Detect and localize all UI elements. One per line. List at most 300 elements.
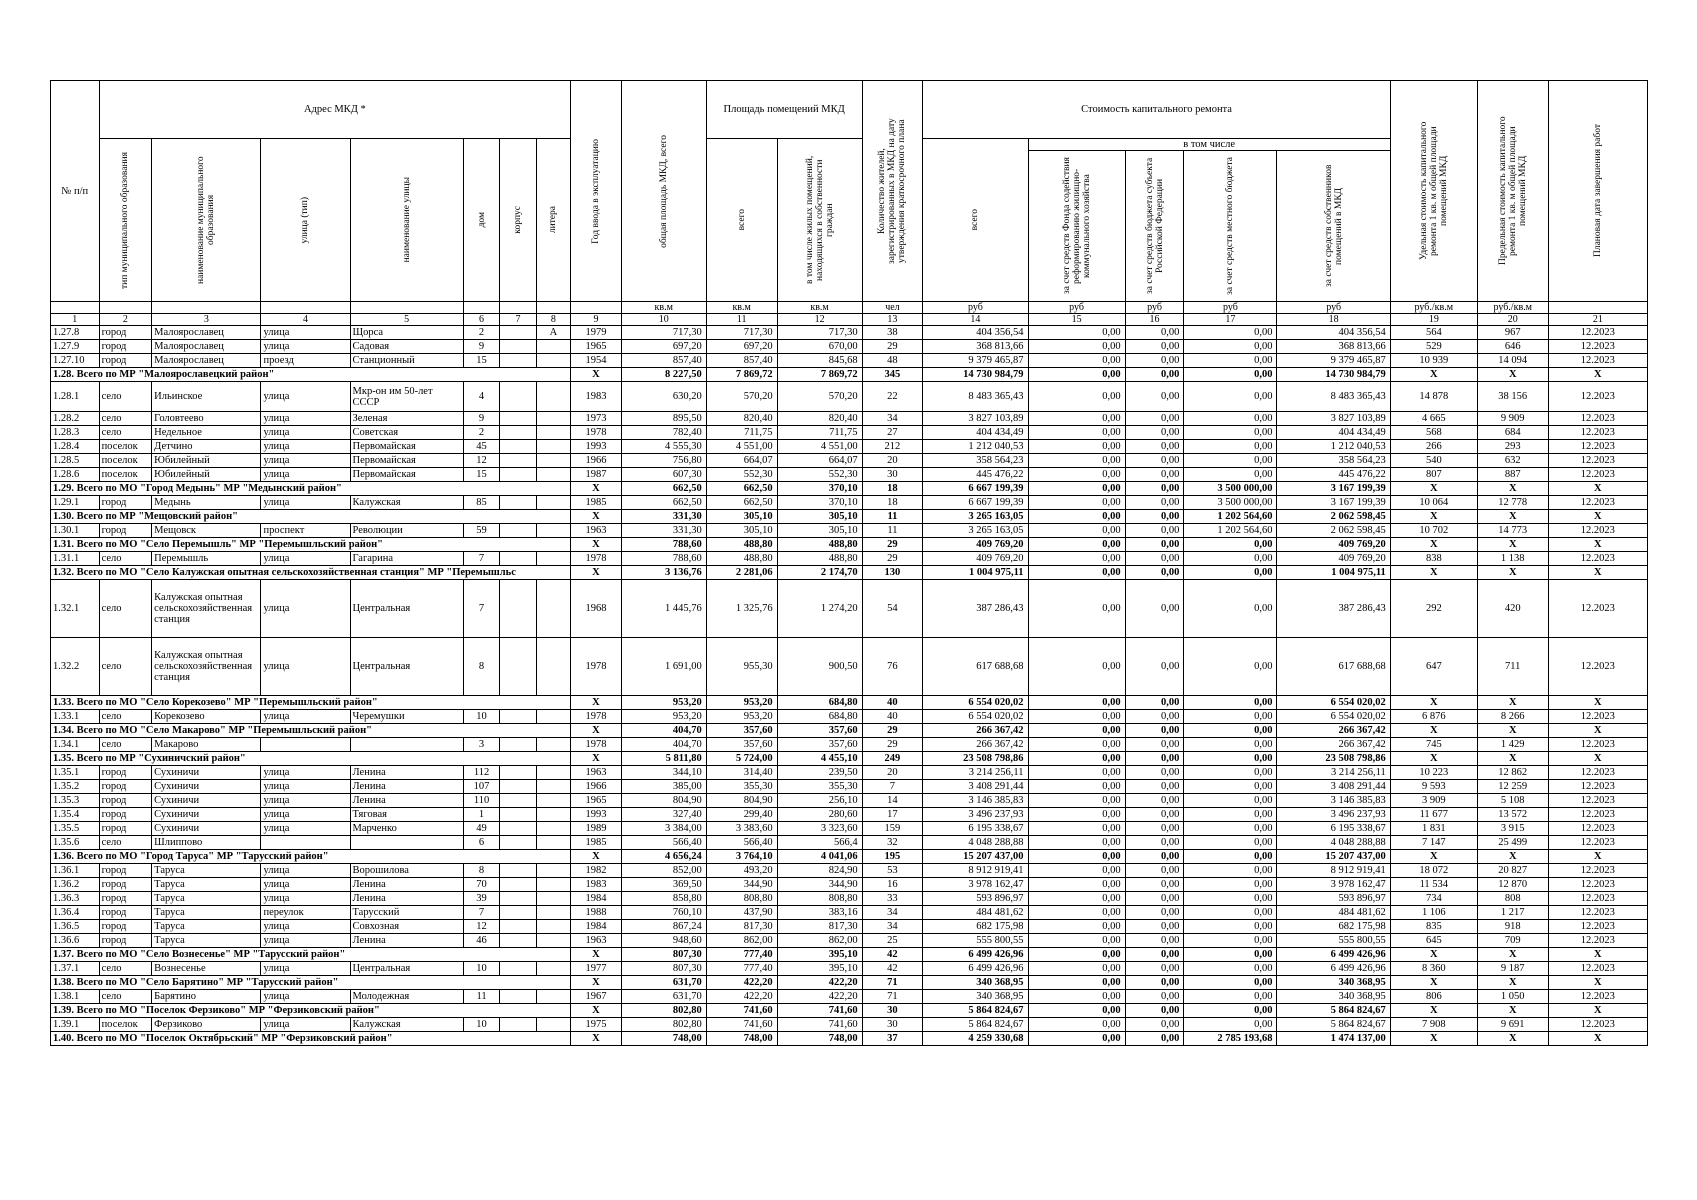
table-cell: 0,00: [1184, 354, 1277, 368]
table-cell: 953,20: [706, 710, 777, 724]
table-cell: [500, 962, 536, 976]
table-cell: 1.34.1: [51, 738, 100, 752]
table-cell: 404,70: [621, 738, 706, 752]
subtotal-label: 1.36. Всего по МО "Город Таруса" МР "Тарусский район": [51, 850, 571, 864]
table-cell: 409 769,20: [923, 552, 1028, 566]
table-cell: 1988: [571, 906, 622, 920]
table-cell: 0,00: [1028, 738, 1125, 752]
table-cell: 3 408 291,44: [1277, 780, 1390, 794]
table-cell: улица: [261, 412, 350, 426]
table-cell: 344,90: [777, 878, 862, 892]
corpus-header: корпус: [512, 206, 523, 234]
subtotal-cell: 23 508 798,86: [923, 752, 1028, 766]
subtotal-cell: 11: [862, 510, 923, 524]
table-cell: город: [99, 340, 152, 354]
cost-total-header: всего: [970, 209, 981, 231]
table-cell: [536, 580, 570, 638]
subtotal-row: [51, 482, 1648, 496]
subtotal-cell: 0,00: [1028, 752, 1125, 766]
table-cell: 760,10: [621, 906, 706, 920]
table-cell: улица: [261, 580, 350, 638]
table-cell: 3 384,00: [621, 822, 706, 836]
table-cell: 314,40: [706, 766, 777, 780]
subtotal-cell: 3 265 163,05: [923, 510, 1028, 524]
subtotal-cell: 37: [862, 1032, 923, 1046]
table-cell: [500, 822, 536, 836]
table-cell: село: [99, 962, 152, 976]
fund-header: за счет средств Фонда содействия реформированию жилищно-коммунального хозяйства: [1061, 157, 1092, 295]
table-cell: 0,00: [1125, 552, 1184, 566]
table-cell: 617 688,68: [1277, 638, 1390, 696]
table-cell: улица: [261, 990, 350, 1004]
table-cell: 1 217: [1477, 906, 1548, 920]
table-cell: [500, 794, 536, 808]
subtotal-cell: X: [571, 948, 622, 962]
table-cell: [500, 738, 536, 752]
subtotal-cell: X: [1477, 948, 1548, 962]
subtotal-cell: X: [1390, 1032, 1477, 1046]
subtotal-cell: X: [571, 696, 622, 710]
table-cell: 3 500 000,00: [1184, 496, 1277, 510]
subtotal-cell: X: [1548, 538, 1647, 552]
table-cell: 857,40: [621, 354, 706, 368]
table-cell: Таруса: [152, 878, 261, 892]
table-cell: 11: [862, 524, 923, 538]
table-cell: улица: [261, 710, 350, 724]
subtotal-cell: 42: [862, 948, 923, 962]
table-cell: город: [99, 878, 152, 892]
table-cell: 49: [463, 822, 499, 836]
table-cell: 27: [862, 426, 923, 440]
table-cell: 327,40: [621, 808, 706, 822]
subtotal-cell: 4 259 330,68: [923, 1032, 1028, 1046]
table-row: [51, 934, 1648, 948]
table-cell: 0,00: [1125, 878, 1184, 892]
col-number-21: 21: [1548, 314, 1647, 326]
table-cell: [350, 836, 463, 850]
table-cell: 1 691,00: [621, 638, 706, 696]
table-cell: 0,00: [1125, 1018, 1184, 1032]
table-cell: 422,20: [706, 990, 777, 1004]
table-cell: 0,00: [1184, 468, 1277, 482]
table-cell: город: [99, 496, 152, 510]
table-cell: [500, 934, 536, 948]
table-cell: 0,00: [1184, 580, 1277, 638]
table-cell: 293: [1477, 440, 1548, 454]
col-number-18: 18: [1277, 314, 1390, 326]
subtotal-cell: 0,00: [1125, 696, 1184, 710]
table-cell: город: [99, 354, 152, 368]
table-cell: 0,00: [1028, 426, 1125, 440]
table-cell: 0,00: [1184, 934, 1277, 948]
table-cell: 845,68: [777, 354, 862, 368]
table-cell: 6 499 426,96: [923, 962, 1028, 976]
unit-cell-10: кв.м: [621, 302, 706, 314]
table-cell: 670,00: [777, 340, 862, 354]
table-cell: 357,60: [706, 738, 777, 752]
table-cell: 0,00: [1184, 920, 1277, 934]
table-cell: 711,75: [706, 426, 777, 440]
table-cell: 1954: [571, 354, 622, 368]
table-cell: 1.36.2: [51, 878, 100, 892]
table-cell: 20 827: [1477, 864, 1548, 878]
table-cell: 3 978 162,47: [1277, 878, 1390, 892]
table-cell: [500, 808, 536, 822]
table-cell: 0,00: [1028, 496, 1125, 510]
table-cell: 12.2023: [1548, 822, 1647, 836]
table-cell: 30: [862, 1018, 923, 1032]
subtotal-cell: 7 869,72: [706, 368, 777, 382]
table-cell: 0,00: [1125, 934, 1184, 948]
table-cell: Малоярославец: [152, 326, 261, 340]
subtotal-cell: X: [1390, 510, 1477, 524]
table-cell: 1965: [571, 340, 622, 354]
table-cell: 0,00: [1184, 738, 1277, 752]
table-cell: 711: [1477, 638, 1548, 696]
table-cell: 1.35.6: [51, 836, 100, 850]
table-cell: 777,40: [706, 962, 777, 976]
table-cell: улица: [261, 780, 350, 794]
table-cell: 3 383,60: [706, 822, 777, 836]
table-cell: 7: [463, 580, 499, 638]
table-cell: 1 212 040,53: [1277, 440, 1390, 454]
table-cell: 12.2023: [1548, 780, 1647, 794]
table-cell: 552,30: [777, 468, 862, 482]
table-cell: 1 138: [1477, 552, 1548, 566]
table-cell: город: [99, 864, 152, 878]
table-cell: 46: [463, 934, 499, 948]
table-cell: 817,30: [777, 920, 862, 934]
table-cell: [536, 906, 570, 920]
table-cell: 16: [862, 878, 923, 892]
table-cell: 1982: [571, 864, 622, 878]
subtotal-cell: 0,00: [1028, 948, 1125, 962]
table-row: [51, 382, 1648, 412]
subtotal-cell: 0,00: [1125, 850, 1184, 864]
col-num-header: № п/п: [51, 81, 100, 302]
table-cell: 1984: [571, 920, 622, 934]
table-cell: 1965: [571, 794, 622, 808]
table-cell: село: [99, 638, 152, 696]
subtotal-cell: 345: [862, 368, 923, 382]
register-table: [50, 80, 1648, 1046]
subtotal-cell: X: [571, 1032, 622, 1046]
table-cell: 1979: [571, 326, 622, 340]
table-cell: 395,10: [777, 962, 862, 976]
table-cell: [536, 468, 570, 482]
table-cell: Таруса: [152, 892, 261, 906]
table-row: [51, 808, 1648, 822]
table-cell: 112: [463, 766, 499, 780]
table-cell: 0,00: [1028, 326, 1125, 340]
subtotal-cell: 305,10: [777, 510, 862, 524]
unit-cell-15: руб: [1028, 302, 1125, 314]
table-cell: 12.2023: [1548, 354, 1647, 368]
table-cell: 0,00: [1125, 920, 1184, 934]
table-cell: город: [99, 766, 152, 780]
table-cell: Тяговая: [350, 808, 463, 822]
table-cell: 9: [463, 340, 499, 354]
cost-group-header: Стоимость капитального ремонта: [923, 81, 1391, 139]
table-cell: 256,10: [777, 794, 862, 808]
table-cell: 12.2023: [1548, 878, 1647, 892]
subtotal-label: 1.30. Всего по МР "Мещовский район": [51, 510, 571, 524]
table-cell: 10 064: [1390, 496, 1477, 510]
table-cell: [536, 962, 570, 976]
table-cell: Сухиничи: [152, 766, 261, 780]
table-cell: 1 202 564,60: [1184, 524, 1277, 538]
table-cell: 12 870: [1477, 878, 1548, 892]
subtotal-cell: X: [1548, 976, 1647, 990]
table-cell: 631,70: [621, 990, 706, 1004]
table-row: [51, 962, 1648, 976]
table-cell: 0,00: [1125, 440, 1184, 454]
table-cell: 607,30: [621, 468, 706, 482]
table-cell: [536, 340, 570, 354]
table-cell: 7 908: [1390, 1018, 1477, 1032]
table-cell: переулок: [261, 906, 350, 920]
table-cell: улица: [261, 468, 350, 482]
subtotal-cell: X: [1390, 850, 1477, 864]
table-cell: город: [99, 794, 152, 808]
table-cell: 7: [862, 780, 923, 794]
table-cell: улица: [261, 1018, 350, 1032]
table-cell: Центральная: [350, 580, 463, 638]
table-cell: 824,90: [777, 864, 862, 878]
table-cell: улица: [261, 454, 350, 468]
table-cell: 0,00: [1184, 836, 1277, 850]
table-cell: Таруса: [152, 906, 261, 920]
subtotal-cell: X: [1548, 850, 1647, 864]
table-cell: 45: [463, 440, 499, 454]
table-cell: 717,30: [621, 326, 706, 340]
table-cell: 4 048 288,88: [1277, 836, 1390, 850]
table-cell: 39: [463, 892, 499, 906]
table-cell: 1 274,20: [777, 580, 862, 638]
table-cell: 12 862: [1477, 766, 1548, 780]
table-cell: [500, 906, 536, 920]
table-cell: Малоярославец: [152, 354, 261, 368]
table-cell: Ферзиково: [152, 1018, 261, 1032]
table-cell: [536, 638, 570, 696]
table-cell: 1.36.6: [51, 934, 100, 948]
table-cell: 12.2023: [1548, 326, 1647, 340]
unit-cell-20: руб./кв.м: [1477, 302, 1548, 314]
table-cell: 22: [862, 382, 923, 412]
table-cell: 110: [463, 794, 499, 808]
table-cell: 741,60: [777, 1018, 862, 1032]
table-cell: 404 356,54: [1277, 326, 1390, 340]
table-cell: 34: [862, 412, 923, 426]
table-cell: 0,00: [1028, 892, 1125, 906]
unit-cell-21: [1548, 302, 1647, 314]
table-row: [51, 822, 1648, 836]
table-cell: 1975: [571, 1018, 622, 1032]
table-cell: 1.35.1: [51, 766, 100, 780]
unit-cell-14: руб: [923, 302, 1028, 314]
table-cell: 357,60: [777, 738, 862, 752]
table-cell: 0,00: [1125, 454, 1184, 468]
subtotal-cell: X: [1390, 724, 1477, 738]
table-cell: [536, 354, 570, 368]
table-cell: 355,30: [777, 780, 862, 794]
col-number-1: 1: [51, 314, 100, 326]
table-cell: город: [99, 892, 152, 906]
table-cell: 8: [463, 864, 499, 878]
table-cell: Ленина: [350, 766, 463, 780]
subtotal-cell: 0,00: [1125, 948, 1184, 962]
subtotal-cell: X: [1390, 482, 1477, 496]
subtotal-cell: X: [1477, 1032, 1548, 1046]
unit-cell-1: [51, 302, 100, 314]
table-cell: 0,00: [1125, 340, 1184, 354]
table-cell: 7 147: [1390, 836, 1477, 850]
table-cell: поселок: [99, 468, 152, 482]
subtotal-cell: X: [1477, 976, 1548, 990]
table-cell: [536, 524, 570, 538]
table-cell: 4 555,30: [621, 440, 706, 454]
table-cell: 684,80: [777, 710, 862, 724]
table-cell: 54: [862, 580, 923, 638]
table-cell: 1.39.1: [51, 1018, 100, 1032]
subtotal-cell: 748,00: [777, 1032, 862, 1046]
unit-cost-header: Удельная стоимость капитального ремонта 1 кв. м общей площади помещений МКД: [1418, 121, 1449, 261]
table-cell: 662,50: [706, 496, 777, 510]
table-cell: 1989: [571, 822, 622, 836]
table-cell: Ленина: [350, 794, 463, 808]
col-number-7: 7: [500, 314, 536, 326]
table-cell: 9 593: [1390, 780, 1477, 794]
table-cell: Щорса: [350, 326, 463, 340]
table-cell: Станционный: [350, 354, 463, 368]
table-row: [51, 468, 1648, 482]
table-cell: 9 187: [1477, 962, 1548, 976]
subtotal-cell: 14 730 984,79: [1277, 368, 1390, 382]
table-cell: проспект: [261, 524, 350, 538]
table-cell: 0,00: [1184, 864, 1277, 878]
subtotal-label: 1.28. Всего по МР "Малоярославецкий район": [51, 368, 571, 382]
subtotal-cell: 30: [862, 1004, 923, 1018]
table-cell: 838: [1390, 552, 1477, 566]
table-cell: [536, 454, 570, 468]
table-cell: 20: [862, 766, 923, 780]
table-cell: село: [99, 990, 152, 1004]
subtotal-label: 1.29. Всего по МО "Город Медынь" МР "Медынский район": [51, 482, 571, 496]
table-cell: 555 800,55: [1277, 934, 1390, 948]
table-cell: [500, 326, 536, 340]
subtotal-cell: 422,20: [706, 976, 777, 990]
table-cell: 266 367,42: [1277, 738, 1390, 752]
table-cell: 14 878: [1390, 382, 1477, 412]
table-cell: 18 072: [1390, 864, 1477, 878]
table-cell: 368 813,66: [1277, 340, 1390, 354]
table-cell: 858,80: [621, 892, 706, 906]
table-cell: [536, 822, 570, 836]
table-cell: 867,24: [621, 920, 706, 934]
total-area-header: общая площадь МКД, всего: [658, 134, 669, 248]
table-cell: улица: [261, 382, 350, 412]
subtotal-cell: 6 499 426,96: [923, 948, 1028, 962]
table-cell: 862,00: [706, 934, 777, 948]
subtotal-cell: 807,30: [621, 948, 706, 962]
subtotal-cell: 29: [862, 724, 923, 738]
table-cell: [536, 440, 570, 454]
col-number-14: 14: [923, 314, 1028, 326]
subtotal-cell: 0,00: [1125, 566, 1184, 580]
table-cell: 20: [862, 454, 923, 468]
subtotal-cell: 1 202 564,60: [1184, 510, 1277, 524]
table-cell: 33: [862, 892, 923, 906]
table-cell: Первомайская: [350, 468, 463, 482]
table-cell: 1: [463, 808, 499, 822]
table-cell: 1.32.1: [51, 580, 100, 638]
subtotal-cell: 662,50: [706, 482, 777, 496]
subtotal-cell: 5 864 824,67: [923, 1004, 1028, 1018]
table-cell: [500, 878, 536, 892]
table-cell: Ленина: [350, 934, 463, 948]
table-cell: Таруса: [152, 934, 261, 948]
table-cell: 14 773: [1477, 524, 1548, 538]
table-cell: [536, 990, 570, 1004]
subtotal-cell: 4 455,10: [777, 752, 862, 766]
table-cell: 29: [862, 738, 923, 752]
table-cell: 802,80: [621, 1018, 706, 1032]
table-cell: город: [99, 906, 152, 920]
table-cell: 1 106: [1390, 906, 1477, 920]
table-cell: 12.2023: [1548, 552, 1647, 566]
subtotal-cell: 6 554 020,02: [1277, 696, 1390, 710]
table-cell: 1966: [571, 780, 622, 794]
col-number-11: 11: [706, 314, 777, 326]
table-cell: 0,00: [1028, 766, 1125, 780]
table-cell: 1983: [571, 878, 622, 892]
table-cell: 6 195 338,67: [1277, 822, 1390, 836]
table-cell: 484 481,62: [923, 906, 1028, 920]
table-cell: [500, 340, 536, 354]
table-cell: [536, 496, 570, 510]
subtotal-cell: X: [1548, 724, 1647, 738]
table-cell: Молодежная: [350, 990, 463, 1004]
table-cell: 10 939: [1390, 354, 1477, 368]
table-cell: 488,80: [777, 552, 862, 566]
table-cell: 4 665: [1390, 412, 1477, 426]
table-cell: [500, 920, 536, 934]
table-cell: Совхозная: [350, 920, 463, 934]
area-group-header: Площадь помещений МКД: [706, 81, 862, 139]
table-cell: 12.2023: [1548, 962, 1647, 976]
table-cell: 1993: [571, 808, 622, 822]
table-cell: 12.2023: [1548, 440, 1647, 454]
table-cell: 4 551,00: [777, 440, 862, 454]
table-cell: 630,20: [621, 382, 706, 412]
subtotal-cell: 422,20: [777, 976, 862, 990]
table-cell: 266: [1390, 440, 1477, 454]
table-cell: [536, 1018, 570, 1032]
table-cell: 8 912 919,41: [1277, 864, 1390, 878]
table-cell: Тарусский: [350, 906, 463, 920]
subtotal-cell: X: [1548, 948, 1647, 962]
table-cell: 1978: [571, 552, 622, 566]
table-cell: 0,00: [1125, 326, 1184, 340]
table-cell: 1966: [571, 454, 622, 468]
table-cell: 0,00: [1125, 906, 1184, 920]
table-cell: 3 978 162,47: [923, 878, 1028, 892]
subtotal-cell: 6 499 426,96: [1277, 948, 1390, 962]
table-cell: 76: [862, 638, 923, 696]
table-cell: 1963: [571, 934, 622, 948]
subtotal-row: [51, 976, 1648, 990]
table-cell: 948,60: [621, 934, 706, 948]
